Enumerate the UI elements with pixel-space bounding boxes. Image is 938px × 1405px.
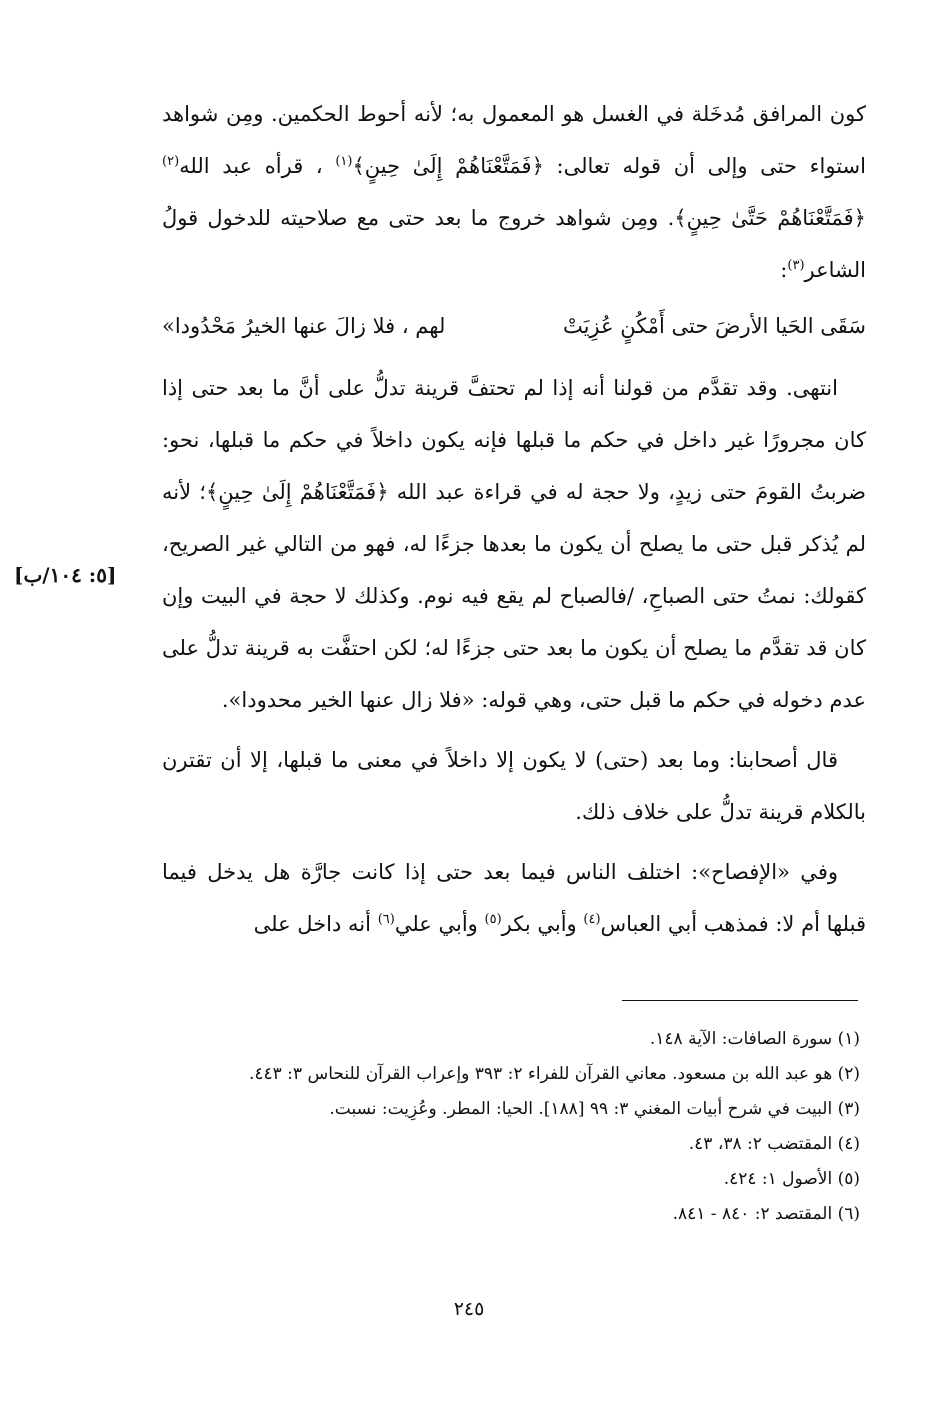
paragraph-1	[162, 88, 866, 296]
paragraph-3: قال أصحابنا: وما بعد (حتى) لا يكون إلا داخلاً في معنى ما قبلها، إلا أن تقترن بالكلام قرينة تدلُّ على خلاف ذلك.	[162, 748, 866, 824]
page-number: ٢٤٥	[453, 1298, 485, 1320]
footnote-ref-4: (٤)	[583, 912, 601, 927]
footnote-ref-6: (٦)	[377, 912, 395, 927]
footnote-6: (٦) المقتصد ٢: ٨٤٠ - ٨٤١.	[672, 1204, 860, 1224]
footnote-3: (٣) البيت في شرح أبيات المغني ٣: ٩٩ [١٨٨]. الحيا: المطر. وعُزِيت: نسبت.	[329, 1099, 860, 1119]
paragraph-4-text-d: أنه داخل على	[253, 912, 371, 936]
paragraph-1-text-c: ﴿فَمَتَّعْنَاهُمْ حَتَّىٰ حِينٍ﴾. ومِن شواهد خروج ما بعد حتى مع صلاحيته للدخول قولُ الشاعر	[162, 206, 866, 282]
paragraph-1-text-d: :	[780, 258, 788, 282]
manuscript-folio-note: [٥: ١٠٤/ب]	[14, 563, 117, 587]
poem-hemistich-right: سَقَى الحَيا الأرضَ حتى أَمْكُنٍ عُزِيَتْ	[562, 314, 866, 338]
footnote-ref-5: (٥)	[484, 912, 502, 927]
main-text	[162, 88, 866, 950]
paragraph-4-text: وفي «الإفصاح»: اختلف الناس فيما بعد حتى إذا كانت جارَّة هل يدخل فيما قبلها أم لا: فمذهب أبي العباس	[162, 860, 866, 936]
footnote-1: (١) سورة الصافات: الآية ١٤٨.	[649, 1029, 860, 1049]
paragraph-1-text-b: ، قرأه عبد الله	[179, 154, 323, 178]
poem-verse	[162, 300, 866, 352]
footnote-ref-1: (١)	[335, 154, 353, 169]
footnote-2: (٢) هو عبد الله بن مسعود. معاني القرآن للفراء ٢: ٣٩٣ وإعراب القرآن للنحاس ٣: ٤٤٣.	[248, 1064, 860, 1084]
paragraph-2: انتهى. وقد تقدَّم من قولنا أنه إذا لم تحتفَّ قرينة تدلُّ على أنَّ ما بعد حتى إذا كان مجرورًا غير داخل في حكم ما قبلها فإنه يكون داخلاً في حكم ما قبلها، نحو: ضربتُ القومَ حتى زيدٍ، ولا حجة له في قراءة عبد الله ﴿فَمَتَّعْنَاهُمْ إِلَىٰ حِينٍ﴾؛ لأنه لم يُذكر قبل حتى ما يصلح أن يكون ما بعدها جزءًا له، فهو من التالي غير الصريح، كقولك: نمتُ حتى الصباحِ، /فالصباح لم يقع فيه نوم. وكذلك لا حجة في البيت وإن كان قد تقدَّم ما يصلح أن يكون ما بعد حتى جزءًا له؛ لكن احتفَّت به قرينة تدلُّ على عدم دخوله في حكم ما قبل حتى، وهي قوله: «فلا زال عنها الخير محدودا».	[162, 376, 866, 712]
footnote-separator	[622, 1000, 858, 1001]
footnote-ref-3: (٣)	[787, 258, 805, 273]
paragraph-4-text-c: وأبي علي	[394, 912, 478, 936]
poem-hemistich-left: لهم ، فلا زالَ عنها الخيرُ مَحْدُودا»	[162, 314, 446, 338]
paragraph-1-text: كون المرافق مُدخَلة في الغسل هو المعمول به؛ لأنه أحوط الحكمين. ومِن شواهد استواء حتى وإلى أن قوله تعالى: ﴿فَمَتَّعْنَاهُمْ إِلَىٰ حِينٍ﴾	[162, 102, 866, 178]
footnotes	[150, 1022, 860, 1232]
paragraph-4	[162, 846, 866, 950]
footnote-4: (٤) المقتضب ٢: ٣٨، ٤٣.	[688, 1134, 860, 1154]
footnote-5: (٥) الأصول ١: ٤٢٤.	[723, 1169, 860, 1189]
paragraph-4-text-b: وأبي بكر	[501, 912, 577, 936]
footnote-ref-2: (٢)	[162, 154, 180, 169]
